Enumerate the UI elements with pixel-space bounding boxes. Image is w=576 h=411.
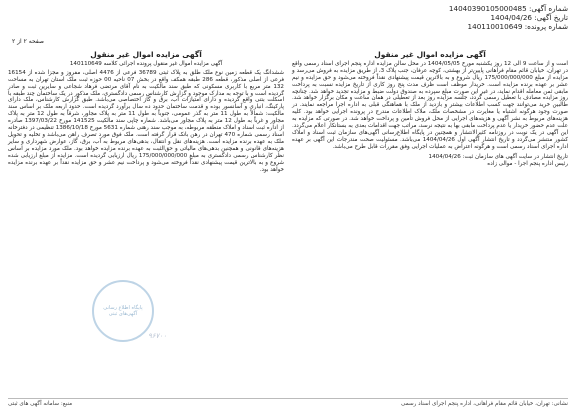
registry-stamp (92, 280, 154, 342)
left-column-title: آگهی مزایده اموال غیر منقول (90, 50, 202, 59)
footer-source: منبع: سامانه آگهی های ثبتی (8, 401, 73, 407)
ad-date: تاریخ آگهی: 1404/04/26 (490, 13, 568, 22)
right-column-body: است و از ساعت 9 الی 12 روز یکشنبه مورخ 1404/05/05 در محل سالن مزایده اداره پنجم اجرای اسناد رسمی واقع در تهران، خیابان قائم مقام فراهانی پایین‌تر از بهشتی، کوچه عرفان، جنب پلاک 3، از طریق مزایده به فروش می‌رسد و مزایده از مبلغ 175/000/000/000 ریال شروع و به بالاترین قیمت پیشنهادی نقداً فروخته می‌شود و حق مزایده و نیم عشر بر عهده برنده مزایده است. خریدار موظف است ظرف مدت پنج روز کاری از تاریخ مزایده نسبت به پرداخت مابقی ثمن معامله اقدام نماید، در غیر این صورت مبلغ سپرده به صندوق دولت ضبط و مزایده تجدید خواهد شد. چنانچه روز مزایده مصادف با تعطیل رسمی گردد، جلسه مزایده روز بعد از تعطیلی در همان ساعت و مکان برگزار خواهد شد. طالبین خرید می‌توانند جهت کسب اطلاعات بیشتر و بازدید از ملک با هماهنگی قبلی به اداره اجرا مراجعه نمایند. در صورت وجود هرگونه اشتباه یا مغایرت در مشخصات ملک، ملاک اطلاعات مندرج در پرونده اجرایی خواهد بود. کلیه هزینه‌های مربوط به نشر آگهی و هزینه‌های اجرایی از محل فروش تأمین و پرداخت خواهد شد. در صورتی که مزایده به علت عدم حضور خریدار یا عدم پرداخت مابقی بها به نتیجه نرسد، مراتب جهت اقدامات بعدی به بستانکار اعلام می‌گردد. این آگهی در یک نوبت در روزنامه کثیرالانتشار و همچنین در پایگاه اطلاع‌رسانی آگهی‌های سازمان ثبت اسناد و املاک کشور منتشر می‌گردد و تاریخ انتشار آگهی اول 1404/04/26 می‌باشد. مسئولیت صحت مندرجات این آگهی بر عهده اداره اجرای اسناد رسمی است و هرگونه اعتراض به عملیات اجرایی وفق مقررات قابل طرح می‌باشد. (292, 60, 569, 150)
right-column (292, 52, 568, 168)
ad-number: شماره آگهی: 14040390105000485 (448, 4, 568, 13)
ad-meta (449, 4, 568, 31)
stamp-text: پایگاه اطلاع رسانی آگهی‌های ثبتی (103, 305, 143, 317)
footer-address: نشانی: تهران، خیابان قائم مقام فراهانی، اداره پنجم اجرای اسناد رسمی (401, 401, 568, 407)
publish-date-line: تاریخ انتشار در سایت آگهی های سازمان ثبت: 1404/04/26 (428, 153, 568, 160)
page-number-left: صفحه ۲ از ۲ (12, 38, 44, 45)
case-number: شماره پرونده: 140110010649 (467, 22, 568, 31)
right-column-title: آگهی مزایده اموال غیر منقول (374, 50, 486, 59)
left-column-subtitle: آگهی مزایده اموال غیر منقول پرونده اجرائی کلاسه 140110649 (69, 60, 223, 67)
page-footer (8, 398, 568, 407)
left-column-body: ششدانگ یک قطعه زمین نوع ملک طلق به پلاک ثبتی 36789 فرعی از 4476 اصلی، مفروز و مجزا شده از 16154 فرعی از اصلی مذکور، قطعه 286 طبقه همکف واقع در بخش 07 ناحیه 00 حوزه ثبت ملک استان تهران به مساحت 132 متر مربع با کاربری مسکونی که طبق سند مالکیت به نام آقای مرتضی فرهاد شجاعی و سایرین ثبت و صادر گردیده است و با توجه به مدارک موجود و گزارش کارشناس رسمی دادگستری، ملک مذکور در یک ساختمان چند طبقه با اسکلت بتنی واقع گردیده و دارای امتیازات آب، برق و گاز اختصاصی می‌باشد. طبق گزارش کارشناس، ملک دارای پارکینگ، انباری و آسانسور بوده و قدمت ساختمان حدود ده سال برآورد گردیده است. حدود اربعه ملک بر اساس سند مالکیت: شمالاً به طول 11 متر به گذر عمومی، جنوباً به طول 11 متر به پلاک مجاور، شرقاً به طول 12 متر به پلاک مجاور و غرباً به طول 12 متر به پلاک مجاور می‌باشد. شماره چاپی سند مالکیت 141525 مورخ 1397/03/22 صادره از اداره ثبت اسناد و املاک منطقه مربوطه، به موجب سند رهنی شماره 5631 مورخ 1386/10/18 تنظیمی در دفترخانه اسناد رسمی شماره 470 تهران در رهن بانک قرار گرفته است. ملک فوق مورد تصرف راهن می‌باشد و تخلیه و تحویل ملک به عهده برنده مزایده است. هزینه‌های نقل و انتقال، بدهی‌های مربوط به آب، برق، گاز، عوارض شهرداری و سایر هزینه‌های قانونی و همچنین بدهی‌های مالیاتی و حق‌الثبت به عهده برنده مزایده خواهد بود. ملک مورد مزایده بر اساس نظر کارشناس رسمی دادگستری به مبلغ 175/000/000/000 ریال ارزیابی گردیده است. مزایده از مبلغ ارزیابی شده شروع و به بالاترین قیمت پیشنهادی نقداً فروخته می‌شود و پرداخت نیم عشر و حق مزایده نقداً بر عهده برنده مزایده خواهد بود. (8, 69, 284, 173)
signature-line: رئیس اداره پنجم اجرا - موالی زاده (487, 160, 568, 167)
left-column (8, 52, 284, 173)
stamp-number: ۹۶۷۰۰ (148, 332, 167, 340)
